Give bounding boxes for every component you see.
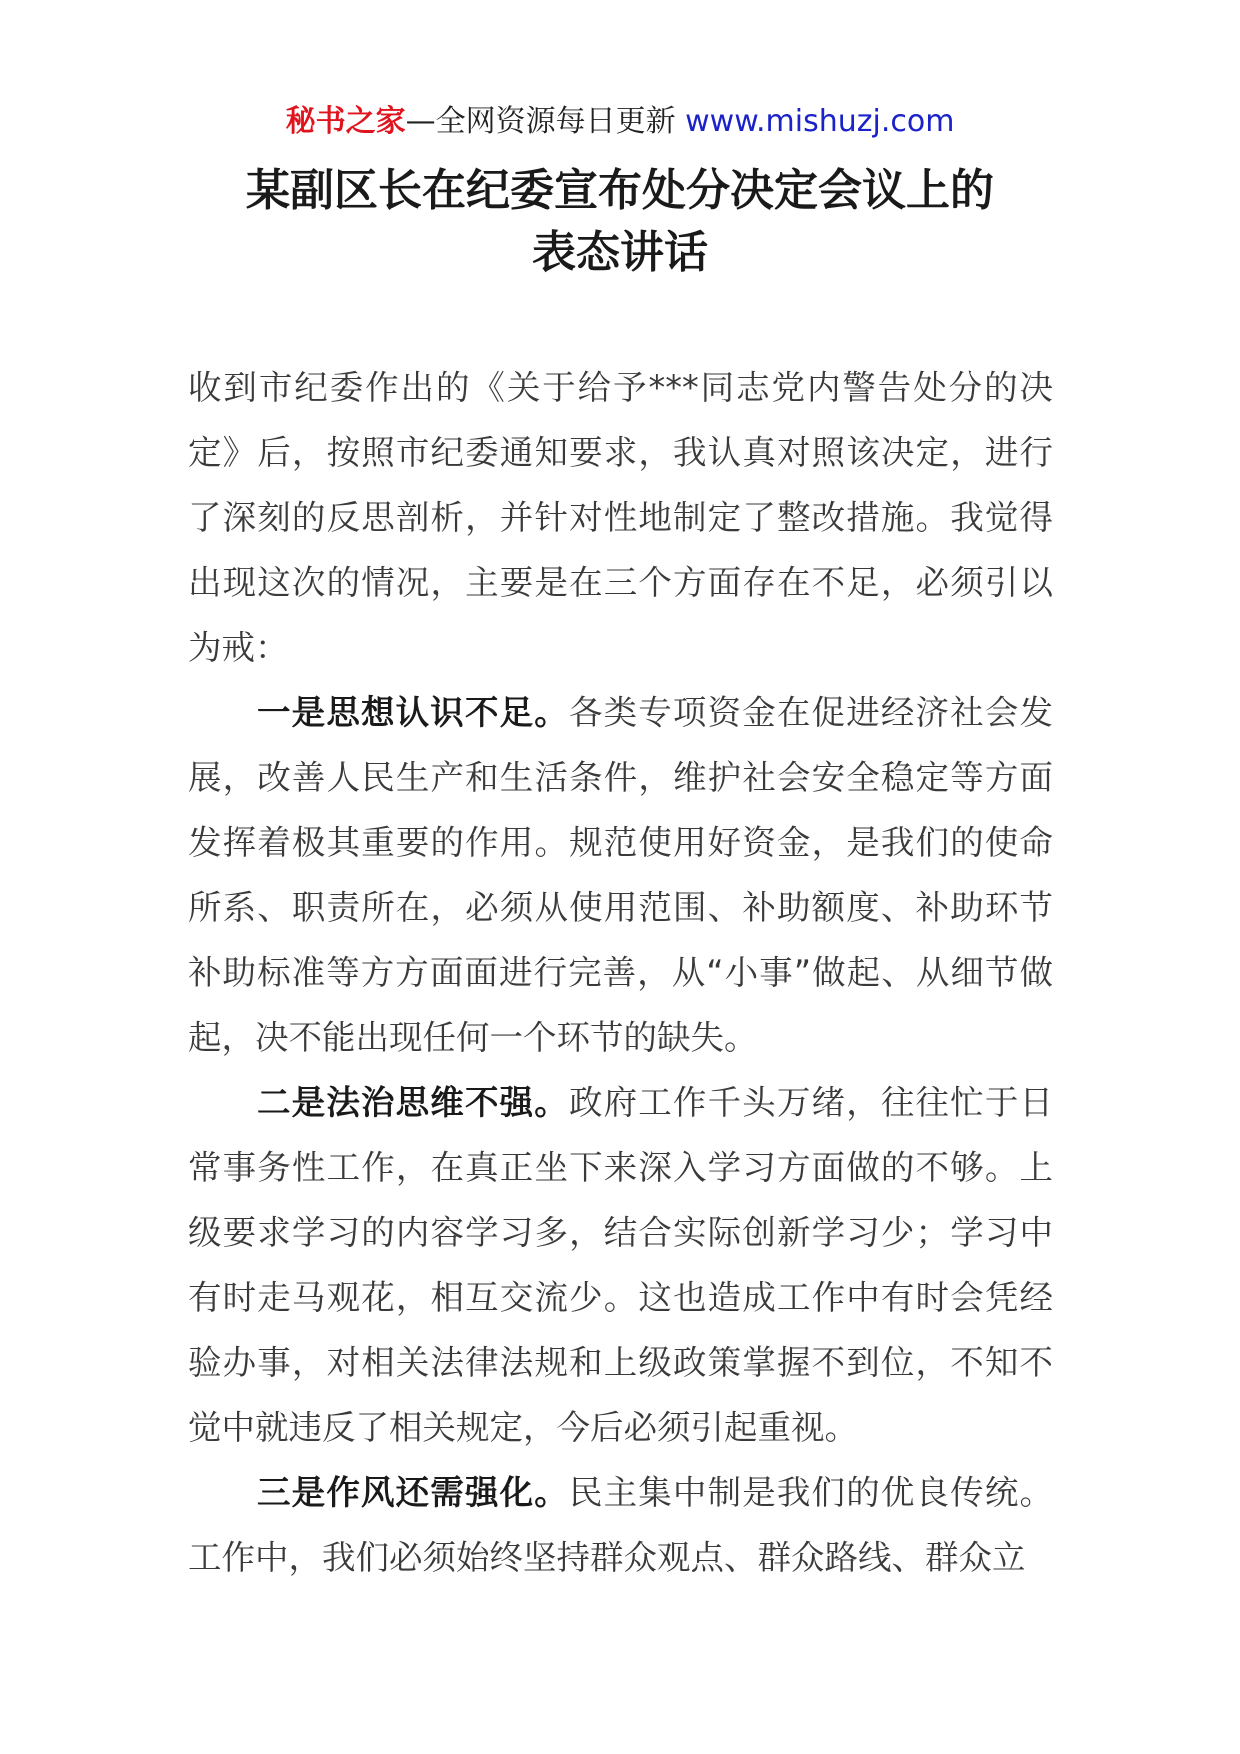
- site-header: [0, 102, 1240, 142]
- point-three-text: 民主集中制是我们的优良传统。工作中，我们必须始终坚持群众观点、群众路线、群众立: [188, 1473, 1054, 1577]
- point-two-paragraph: [188, 1070, 1053, 1460]
- point-one-heading: 一是思想认识不足。: [257, 693, 569, 732]
- point-one-text: 各类专项资金在促进经济社会发展，改善人民生产和生活条件，维护社会安全稳定等方面发挥着极其重要的作用。规范使用好资金，是我们的使命所系、职责所在，必须从使用范围、补助额度、补助环节补助标准等方方面面进行完善，从“小事”做起、从细节做起，决不能出现任何一个环节的缺失。: [188, 693, 1054, 1057]
- title-line-2: 表态讲话: [532, 227, 708, 278]
- brand-name: 秘书之家: [285, 104, 406, 139]
- document-title: [0, 160, 1240, 284]
- intro-paragraph: 收到市纪委作出的《关于给予***同志党内警告处分的决定》后，按照市纪委通知要求，我认真对照该决定，进行了深刻的反思剖析，并针对性地制定了整改措施。我觉得出现这次的情况，主要是在三个方面存在不足，必须引以为戒：: [188, 368, 1053, 667]
- point-one-paragraph: [188, 680, 1053, 1070]
- point-two-heading: 二是法治思维不强。: [257, 1083, 569, 1122]
- title-line-1: 某副区长在纪委宣布处分决定会议上的: [246, 165, 994, 216]
- site-url-link[interactable]: www.mishuzj.com: [685, 104, 955, 139]
- point-three-heading: 三是作风还需强化。: [257, 1473, 569, 1512]
- document-body: [188, 355, 1053, 1590]
- point-three-paragraph: [188, 1460, 1053, 1590]
- header-tagline: —全网资源每日更新: [405, 104, 676, 139]
- point-two-text: 政府工作千头万绪，往往忙于日常事务性工作，在真正坐下来深入学习方面做的不够。上级要求学习的内容学习多，结合实际创新学习少；学习中有时走马观花，相互交流少。这也造成工作中有时会凭经验办事，对相关法律法规和上级政策掌握不到位，不知不觉中就违反了相关规定，今后必须引起重视。: [188, 1083, 1054, 1447]
